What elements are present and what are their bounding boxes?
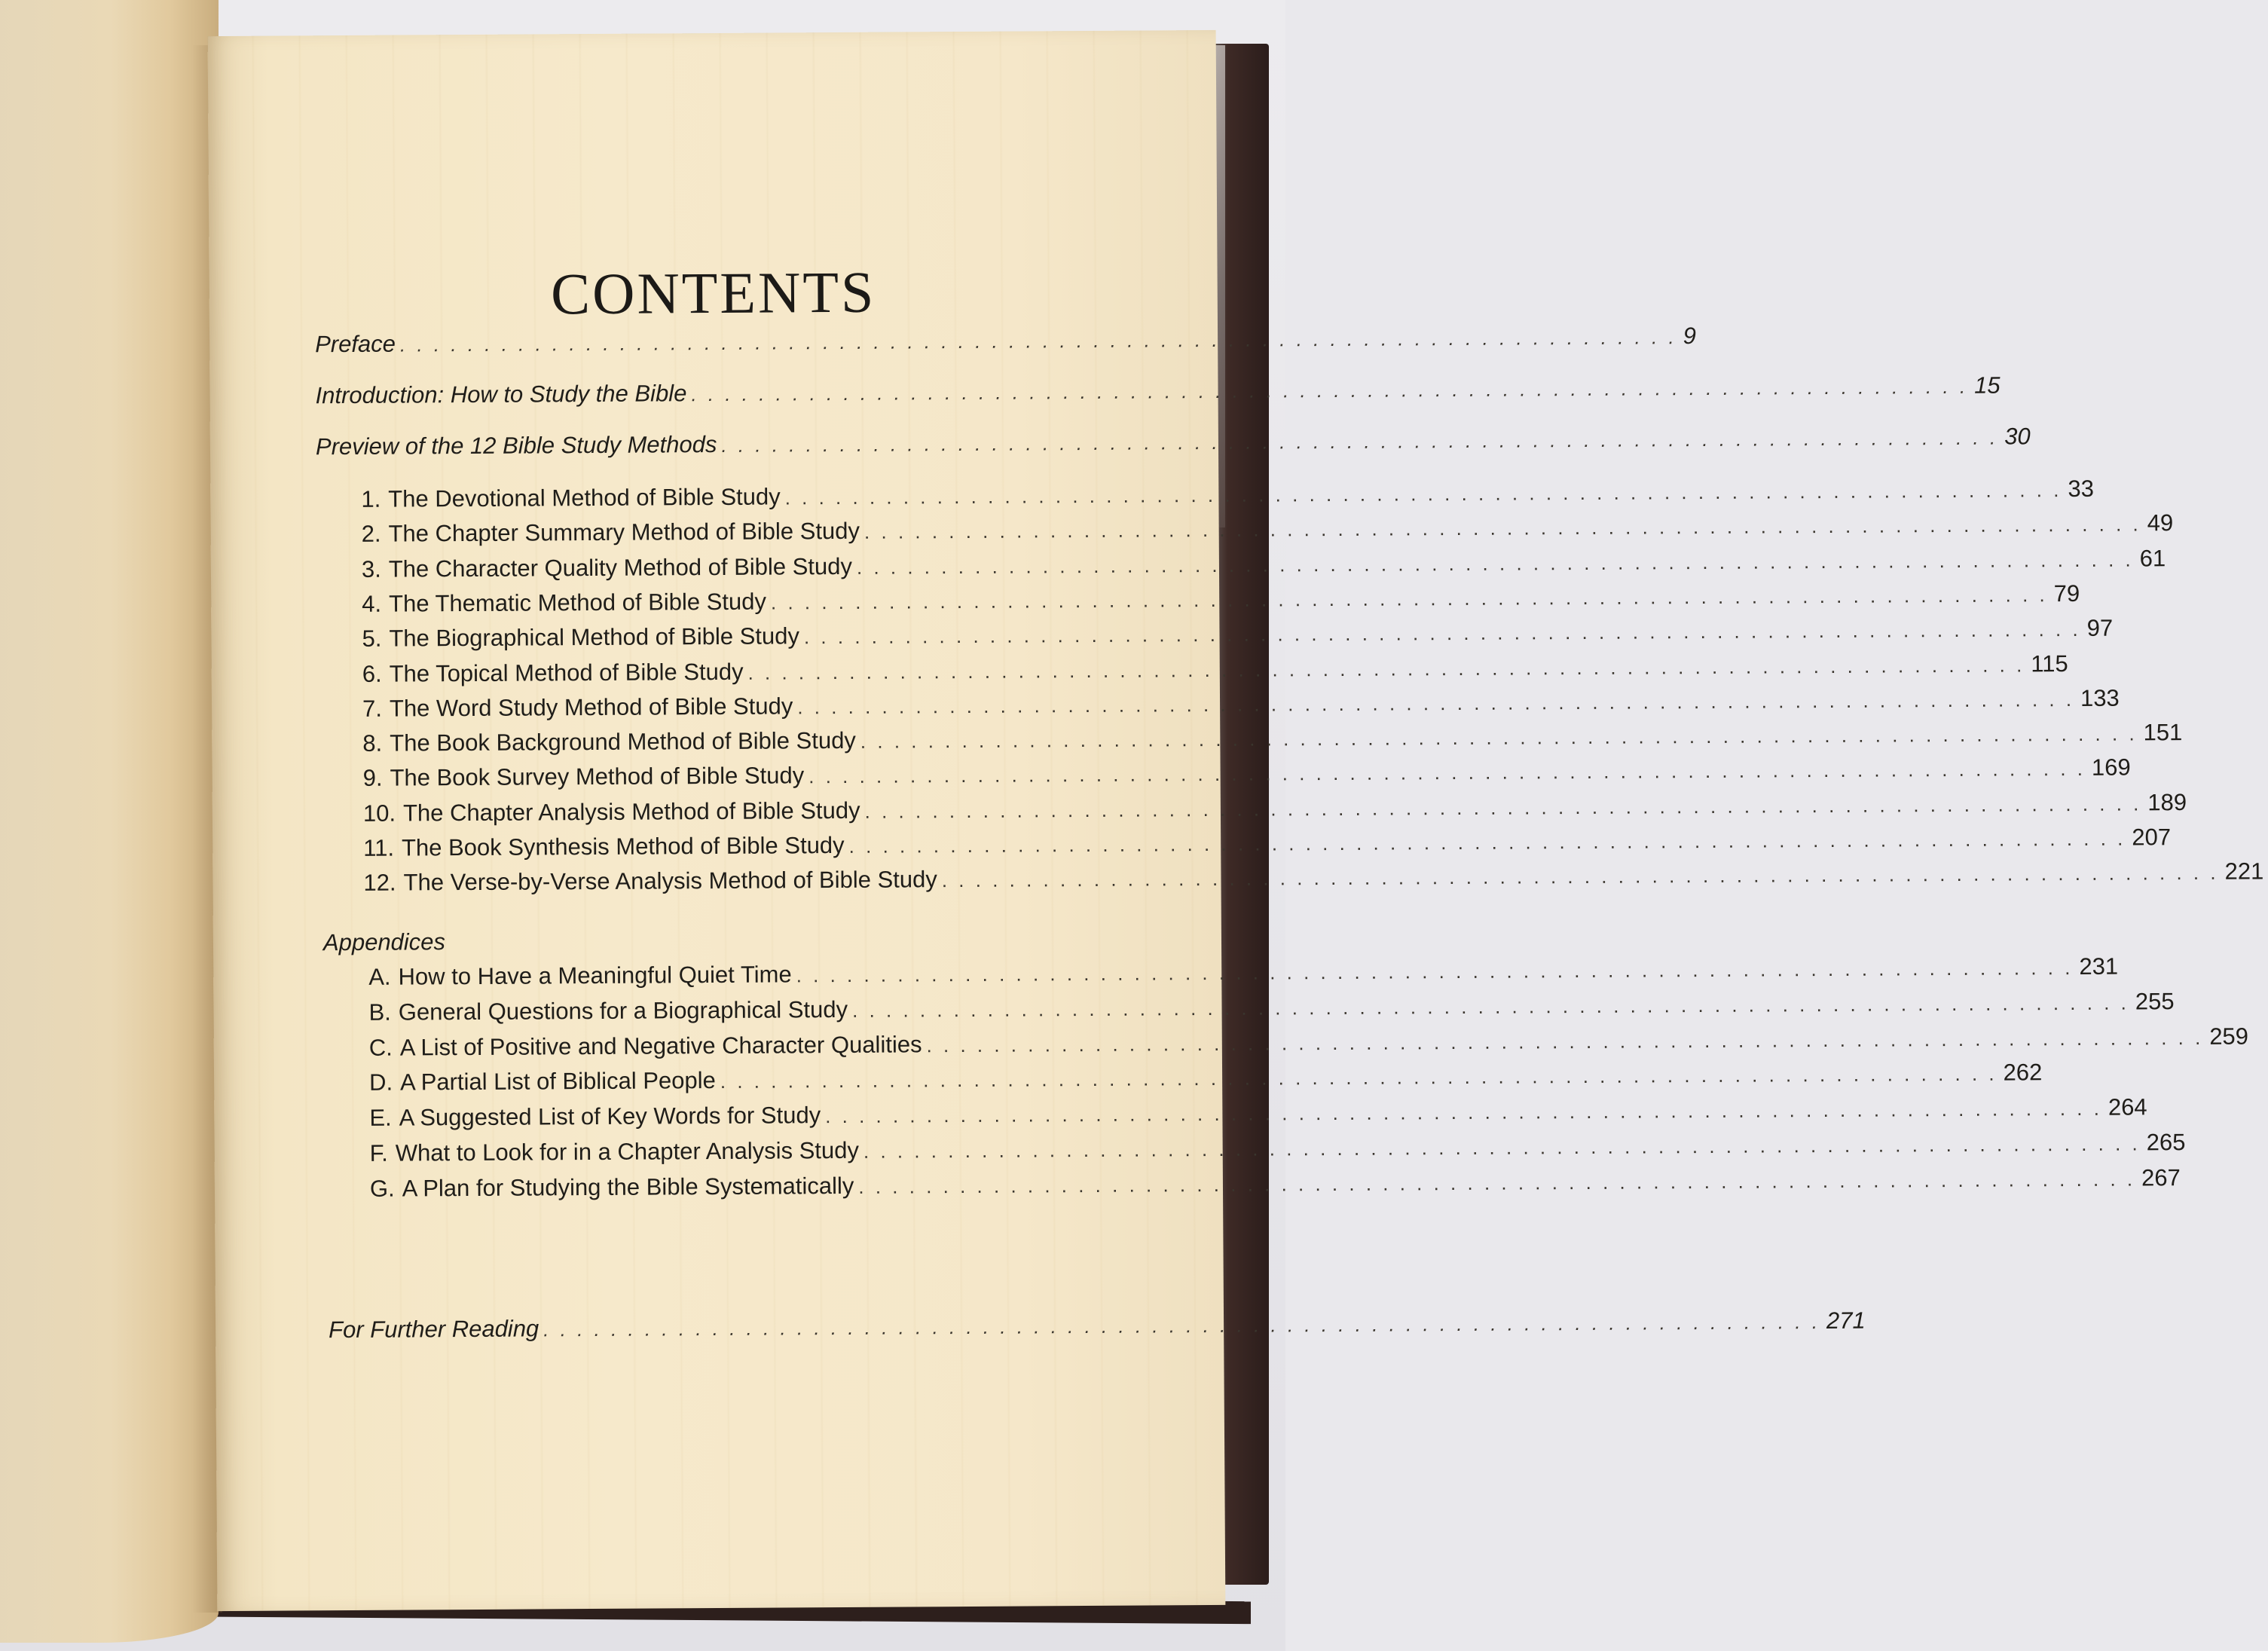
left-page [0,0,219,1643]
entry-page-number: 207 [2132,824,2172,851]
entry-number: 1. [361,485,381,512]
entry-page-number: 9 [1683,323,1697,350]
toc-appendix-row [368,952,2119,998]
dot-leader: . . . . . . . . . . . . . . . . . . . . . . . . . . . . . . . . . . . . . . . . . . . . . . . . . . . . . . . . . . . . . . . . . . . . . . . . . . . . [797,687,2075,719]
entry-number: 12. [363,869,396,897]
entry-title: Preview of the 12 Bible Study Methods [315,430,717,460]
entry-title: Introduction: How to Study the Bible [315,380,687,409]
dot-leader: . . . . . . . . . . . . . . . . . . . . . . . . . . . . . . . . . . . . . . . . . . . . . . . . . . . . . . . . . . . . . . . . . . . . . . . . . . . . [796,956,2074,987]
entry-number: A. [368,963,391,990]
toc-appendix-row [368,1023,2249,1069]
toc-appendix-row [369,1059,2043,1104]
entry-title: What to Look for in a Chapter Analysis Study [395,1136,860,1166]
toc-method-row [362,788,2187,835]
entry-page-number: 271 [1826,1307,1866,1335]
dot-leader: . . . . . . . . . . . . . . . . . . . . . . . . . . . . . . . . . . . . . . . . . . . . . . . . . . . . . . . . . . . . . . . . . . . . . . . . . . . . [941,861,2219,892]
entry-page-number: 267 [2141,1163,2181,1191]
entry-title: Preface [315,330,396,358]
entry-title: A Suggested List of Key Words for Study [399,1102,821,1131]
dot-leader: . . . . . . . . . . . . . . . . . . . . . . . . . . . . . . . . . . . . . . . . . . . . . . . . . . . . . . . . . . . . . . . . . . . . . . . . . . . . [720,1062,1997,1093]
dot-leader: . . . . . . . . . . . . . . . . . . . . . . . . . . . . . . . . . . . . . . . . . . . . . . . . . . . . . . . . . . . . . . . . . . . . . . . . . . . . [399,326,1677,356]
entry-title: A List of Positive and Negative Character Qualities [399,1030,922,1061]
entry-title: The Word Study Method of Bible Study [389,693,793,722]
entry-number: 2. [361,521,381,548]
entry-page-number: 33 [2068,475,2094,503]
entry-page-number: 49 [2147,509,2174,537]
entry-page-number: 97 [2086,614,2114,642]
dot-leader: . . . . . . . . . . . . . . . . . . . . . . . . . . . . . . . . . . . . . . . . . . . . . . . . . . . . . . . . . . . . . . . . . . . . . . . . . . . . [848,827,2126,858]
entry-number: 7. [362,695,383,722]
entry-number: 10. [362,800,396,827]
entry-page-number: 169 [2091,754,2131,781]
toc-front-matter-row [315,371,2001,417]
entry-title: The Book Survey Method of Bible Study [390,762,805,792]
entry-page-number: 264 [2108,1093,2147,1121]
entry-title: The Thematic Method of Bible Study [388,588,767,617]
entry-title: The Book Synthesis Method of Bible Study [401,831,845,861]
entry-page-number: 15 [1974,371,2001,399]
toc-method-row [363,824,2172,870]
dot-leader: . . . . . . . . . . . . . . . . . . . . . . . . . . . . . . . . . . . . . . . . . . . . . . . . . . . . . . . . . . . . . . . . . . . . . . . . . . . . [808,757,2086,788]
entry-title: The Chapter Summary Method of Bible Study [388,518,860,547]
toc-method-row [362,650,2068,696]
entry-number: G. [369,1175,395,1202]
entry-title: The Chapter Analysis Method of Bible Study [402,796,860,827]
toc-front-matter-row [315,323,1697,365]
toc-method-row [362,684,2120,730]
dot-leader: . . . . . . . . . . . . . . . . . . . . . . . . . . . . . . . . . . . . . . . . . . . . . . . . . . . . . . . . . . . . . . . . . . . . . . . . . . . . [770,583,2048,614]
entry-page-number: 255 [2135,987,2175,1015]
entry-number: 4. [362,590,382,617]
entry-page-number: 189 [2147,788,2187,816]
dot-leader: . . . . . . . . . . . . . . . . . . . . . . . . . . . . . . . . . . . . . . . . . . . . . . . . . . . . . . . . . . . . . . . . . . . . . . . . . . . . [851,991,2129,1022]
entry-page-number: 79 [2053,579,2080,607]
toc-appendix-row [369,1093,2147,1139]
entry-page-number: 151 [2143,719,2183,746]
entry-page-number: 221 [2224,858,2264,885]
dot-leader: . . . . . . . . . . . . . . . . . . . . . . . . . . . . . . . . . . . . . . . . . . . . . . . . . . . . . . . . . . . . . . . . . . . . . . . . . . . . [721,426,1999,457]
entry-title: The Verse-by-Verse Analysis Method of Bible Study [403,866,937,896]
dot-leader: . . . . . . . . . . . . . . . . . . . . . . . . . . . . . . . . . . . . . . . . . . . . . . . . . . . . . . . . . . . . . . . . . . . . . . . . . . . . [803,618,2081,649]
entry-page-number: 265 [2146,1129,2186,1156]
toc-front-matter-row [315,423,2031,468]
dot-leader: . . . . . . . . . . . . . . . . . . . . . . . . . . . . . . . . . . . . . . . . . . . . . . . . . . . . . . . . . . . . . . . . . . . . . . . . . . . . [856,548,2134,579]
entry-number: 8. [362,729,383,757]
dot-leader: . . . . . . . . . . . . . . . . . . . . . . . . . . . . . . . . . . . . . . . . . . . . . . . . . . . . . . . . . . . . . . . . . . . . . . . . . . . . [926,1026,2204,1056]
entry-number: 9. [362,765,383,792]
entry-number: C. [368,1034,393,1061]
entry-page-number: 115 [2031,650,2068,677]
entry-number: 6. [362,660,382,687]
entry-title: The Biographical Method of Bible Study [389,622,800,652]
toc-appendix-row [369,1129,2186,1175]
toc-method-row [362,754,2131,800]
entry-title: The Devotional Method of Bible Study [388,483,781,512]
appendices-label: Appendices [322,928,446,956]
entry-title: How to Have a Meaningful Quiet Time [398,961,792,990]
dot-leader: . . . . . . . . . . . . . . . . . . . . . . . . . . . . . . . . . . . . . . . . . . . . . . . . . . . . . . . . . . . . . . . . . . . . . . . . . . . . [858,1167,2136,1198]
dot-leader: . . . . . . . . . . . . . . . . . . . . . . . . . . . . . . . . . . . . . . . . . . . . . . . . . . . . . . . . . . . . . . . . . . . . . . . . . . . . [864,792,2142,823]
dot-leader: . . . . . . . . . . . . . . . . . . . . . . . . . . . . . . . . . . . . . . . . . . . . . . . . . . . . . . . . . . . . . . . . . . . . . . . . . . . . [825,1096,2102,1128]
entry-number: 3. [361,555,381,582]
entry-title: For Further Reading [329,1315,539,1344]
toc-method-row [361,475,2094,521]
entry-number: 11. [363,834,395,861]
entry-page-number: 262 [2003,1059,2043,1086]
right-page [208,30,2264,1611]
dot-leader: . . . . . . . . . . . . . . . . . . . . . . . . . . . . . . . . . . . . . . . . . . . . . . . . . . . . . . . . . . . . . . . . . . . . . . . . . . . . [691,375,1969,406]
entry-title: A Plan for Studying the Bible Systematically [402,1172,854,1202]
entry-number: D. [369,1069,393,1096]
toc-appendix-row [368,987,2175,1034]
entry-page-number: 259 [2209,1023,2249,1050]
toc-appendix-row [369,1163,2181,1210]
entry-number: F. [369,1139,388,1166]
entry-page-number: 30 [2004,423,2031,450]
page-content [208,30,2264,1611]
entry-page-number: 61 [2139,544,2166,572]
entry-page-number: 231 [2079,952,2119,980]
entry-title: A Partial List of Biblical People [400,1067,716,1096]
toc-method-row [362,614,2114,660]
toc-method-row [361,509,2174,555]
entry-title: General Questions for a Biographical Study [398,995,848,1026]
toc-method-row [361,544,2166,591]
toc-method-row [363,858,2264,904]
entry-number: B. [368,998,391,1026]
toc-back-matter-row [329,1307,1866,1351]
contents-heading: CONTENTS [550,258,876,327]
dot-leader: . . . . . . . . . . . . . . . . . . . . . . . . . . . . . . . . . . . . . . . . . . . . . . . . . . . . . . . . . . . . . . . . . . . . . . . . . . . . [863,512,2141,544]
dot-leader: . . . . . . . . . . . . . . . . . . . . . . . . . . . . . . . . . . . . . . . . . . . . . . . . . . . . . . . . . . . . . . . . . . . . . . . . . . . . [747,653,2025,684]
dot-leader: . . . . . . . . . . . . . . . . . . . . . . . . . . . . . . . . . . . . . . . . . . . . . . . . . . . . . . . . . . . . . . . . . . . . . . . . . . . . [863,1132,2141,1163]
entry-title: The Topical Method of Bible Study [389,658,744,687]
entry-number: 5. [362,625,382,653]
entry-number: E. [369,1104,392,1132]
dot-leader: . . . . . . . . . . . . . . . . . . . . . . . . . . . . . . . . . . . . . . . . . . . . . . . . . . . . . . . . . . . . . . . . . . . . . . . . . . . . [784,478,2062,509]
dot-leader: . . . . . . . . . . . . . . . . . . . . . . . . . . . . . . . . . . . . . . . . . . . . . . . . . . . . . . . . . . . . . . . . . . . . . . . . . . . . [543,1310,1821,1341]
toc-method-row [362,579,2080,625]
entry-title: The Book Background Method of Bible Study [390,726,856,757]
dot-leader: . . . . . . . . . . . . . . . . . . . . . . . . . . . . . . . . . . . . . . . . . . . . . . . . . . . . . . . . . . . . . . . . . . . . . . . . . . . . [860,722,2138,753]
entry-page-number: 133 [2080,684,2120,711]
entry-title: The Character Quality Method of Bible Study [388,552,853,582]
toc-method-row [362,719,2183,765]
